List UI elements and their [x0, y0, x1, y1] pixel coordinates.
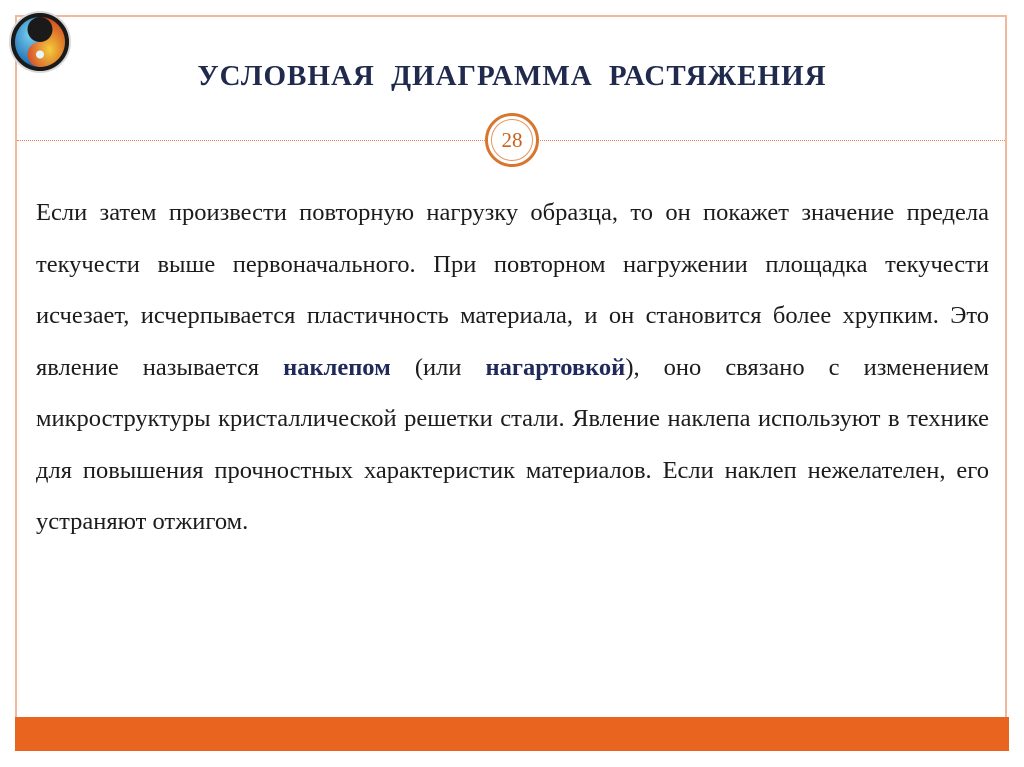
title-divider-left [17, 140, 487, 141]
body-text-part-2: (или [390, 353, 486, 381]
title-divider-right [538, 140, 1005, 141]
body-text-part-3: ), оно связано с изменением микроструктуры кристаллической решетки стали. Явление наклепа используют в технике для повышения прочностных характеристик материалов. Если наклеп нежелателен, его устраняют отжигом. [36, 353, 990, 535]
term-nagartovka: нагартовкой [485, 353, 626, 381]
slide-title: УСЛОВНАЯ ДИАГРАММА РАСТЯЖЕНИЯ [197, 60, 827, 92]
page-number-badge [485, 113, 539, 167]
page-number: 28 [491, 119, 533, 161]
term-naklep: наклепом [283, 353, 391, 381]
body-paragraph [36, 187, 989, 548]
footer-bar [15, 717, 1009, 751]
body-text-part-1: Если затем произвести повторную нагрузку образца, то он покажет значение предела текучести выше первоначального. При повторном нагружении площадка текучести исчезает, исчерпывается пластичность материала, и он становится более хрупким. Это явление называется [36, 199, 989, 381]
